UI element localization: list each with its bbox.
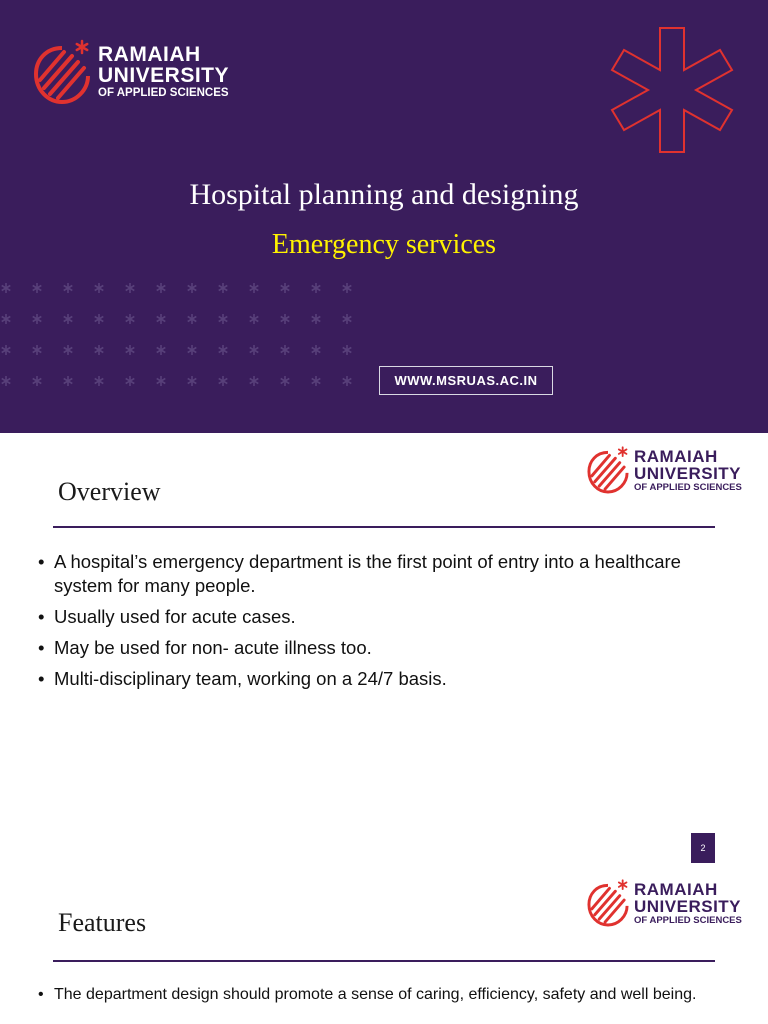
logo-line-1: RAMAIAH [634,879,718,899]
bullet-list [38,550,708,698]
university-logo [586,444,742,496]
page-number: 2 [691,833,715,863]
bullet-icon: • [38,551,45,572]
list-item: • A hospital’s emergency department is the first point of entry into a healthcare system for many people. [38,551,681,597]
asterisk-outline-icon [610,26,734,154]
university-emblem-icon [32,38,92,106]
logo-line-3: OF APPLIED SCIENCES [634,914,742,926]
logo-line-3: OF APPLIED SCIENCES [98,87,229,100]
title-slide [0,0,768,433]
website-link[interactable]: WWW.MSRUAS.AC.IN [379,366,553,395]
list-item: • Multi-disciplinary team, working on a 24/7 basis. [38,667,708,691]
list-item: • Usually used for acute cases. [38,605,708,629]
bullet-icon: • [38,637,45,659]
university-emblem-icon [586,444,630,496]
presentation-title: Hospital planning and designing [189,178,579,211]
section-title: Overview [58,477,161,506]
section-title: Features [58,908,147,937]
list-item: • May be used for non- acute illness too. [38,636,708,660]
university-logo [586,877,742,929]
logo-line-1: RAMAIAH [98,43,201,67]
logo-line-1: RAMAIAH [634,446,718,466]
logo-line-3: OF APPLIED SCIENCES [634,481,742,493]
logo-line-2: UNIVERSITY [98,64,230,88]
bullet-icon: • [38,606,45,628]
university-logo [32,38,229,106]
logo-line-2: UNIVERSITY [634,896,742,916]
title-divider [53,526,715,528]
asterisk-dot-pattern [0,278,360,398]
list-item: • The department design should promote a sense of caring, efficiency, safety and well being. [38,985,708,1006]
university-emblem-icon [586,877,630,929]
presentation-subtitle: Emergency services [271,229,497,260]
bullet-icon: • [38,668,45,690]
logo-line-2: UNIVERSITY [634,463,742,483]
title-divider [53,960,715,962]
overview-slide [0,433,768,866]
bullet-list [38,985,708,1013]
bullet-icon: • [38,986,44,1003]
features-slide [0,866,768,1024]
